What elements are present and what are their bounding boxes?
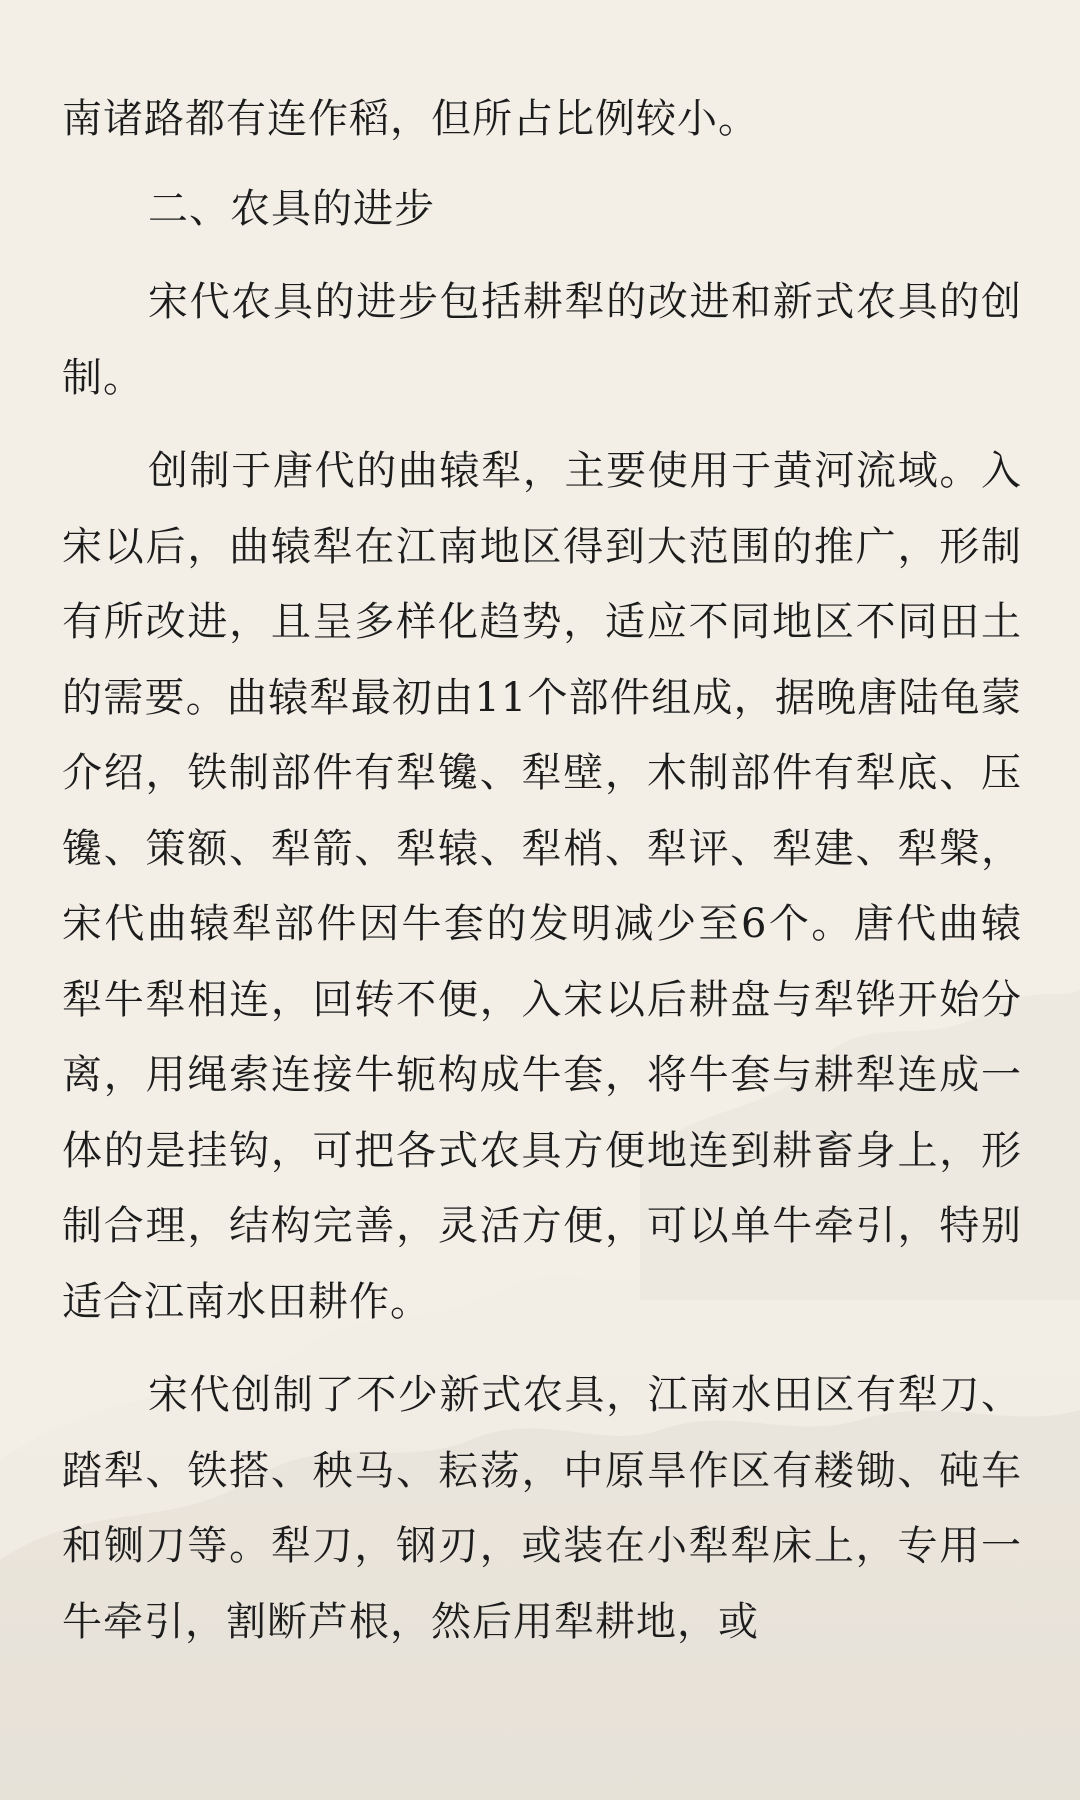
paragraph: 创制于唐代的曲辕犁，主要使用于黄河流域。入宋以后，曲辕犁在江南地区得到大范围的推广，形制有所改进，且呈多样化趋势，适应不同地区不同田土的需要。曲辕犁最初由11个部件组成，据晚唐陆龟蒙介绍，铁制部件有犁镵、犁壁，木制部件有犁底、压镵、策额、犁箭、犁辕、犁梢、犁评、犁建、犁槃，宋代曲辕犁部件因牛套的发明减少至6个。唐代曲辕犁牛犁相连，回转不便，入宋以后耕盘与犁铧开始分离，用绳索连接牛轭构成牛套，将牛套与耕犁连成一体的是挂钩，可把各式农具方便地连到耕畜身上，形制合理，结构完善，灵活方便，可以单牛牵引，特别适合江南水田耕作。 [62, 448, 1022, 1325]
paragraph: 宋代创制了不少新式农具，江南水田区有犁刀、踏犁、铁搭、秧马、耘荡，中原旱作区有耧锄、砘车和铡刀等。犁刀，钢刃，或装在小犁犁床上，专用一牛牵引，割断芦根，然后用犁耕地，或 [62, 1372, 1022, 1645]
paragraph-continuation: 南诸路都有连作稻，但所占比例较小。 [62, 96, 759, 142]
paragraph: 宋代农具的进步包括耕犁的改进和新式农具的创制。 [62, 279, 1022, 401]
section-heading: 二、农具的进步 [148, 185, 435, 232]
article-body [62, 82, 1022, 1660]
